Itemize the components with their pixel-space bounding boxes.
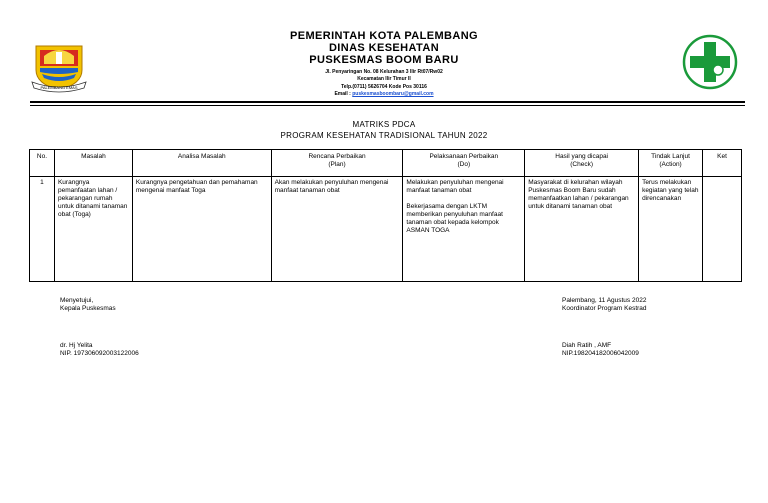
cell-tindak: Terus melakukan kegiatan yang telah direncanakan: [639, 177, 703, 282]
header-rencana-sub: (Plan): [328, 161, 346, 168]
header-hasil: [525, 150, 639, 177]
document-title: MATRIKS PDCA: [352, 120, 416, 129]
cell-pelaksanaan: [403, 177, 525, 282]
sig-left-name: dr. Hj Yelita: [60, 342, 93, 349]
sig-right-nip: NIP.198204182006042009: [562, 350, 639, 357]
header-pelaksanaan: [403, 150, 525, 177]
header-government: PEMERINTAH KOTA PALEMBANG: [289, 30, 479, 42]
header-email: [200, 91, 568, 97]
sig-left-line2: Kepala Puskesmas: [60, 305, 116, 312]
cell-pelaksanaan-item-1: Melakukan penyuluhan mengenai manfaat tanaman obat: [406, 179, 504, 194]
header-hasil-sub: (Check): [570, 161, 594, 168]
header-department: DINAS KESEHATAN: [328, 42, 440, 54]
header-puskesmas: PUSKESMAS BOOM BARU: [309, 54, 459, 66]
document-subtitle: PROGRAM KESEHATAN TRADISIONAL TAHUN 2022: [280, 131, 488, 140]
sig-right-name-block: [562, 342, 639, 358]
header-phone: Telp.(0711) 5626704 Kode Pos 30116: [341, 84, 427, 90]
table-row: [30, 177, 742, 282]
header-rencana: [271, 150, 403, 177]
sig-left-nip: NIP. 197306092003122006: [60, 350, 139, 357]
header-ket: Ket: [703, 150, 742, 177]
header-tindak: [639, 150, 703, 177]
email-label: Email :: [334, 91, 353, 97]
palembang-city-emblem-icon: [30, 36, 88, 94]
pdca-table: [29, 149, 742, 282]
cell-analisa: Kurangnya pengetahuan dan pemahaman mengenai manfaat Toga: [132, 177, 271, 282]
header-address-1: Jl. Penyaringan No. 08 Kelurahan 3 Ilir Rt07/Rw02: [325, 69, 443, 75]
email-link[interactable]: puskesmasboombaru@gmail.com: [352, 91, 434, 97]
sig-right-name: Diah Ratih , AMF: [562, 342, 612, 349]
header-tindak-label: Tindak Lanjut: [651, 153, 690, 160]
sig-right-line2: Koordinator Program Kestrad: [562, 305, 647, 312]
emblem-ribbon-text: PALEMBANG EMAS: [40, 85, 78, 90]
sig-left-name-block: [60, 342, 139, 358]
cell-no: 1: [30, 177, 55, 282]
sig-right-approval: [562, 297, 647, 313]
cell-pelaksanaan-item-2: Bekerjasama dengan LKTM memberikan penyuluhan manfaat tanaman obat kepada kelompok ASMAN TOGA: [406, 203, 503, 234]
header-tindak-sub: (Action): [659, 161, 682, 168]
cell-hasil: Masyarakat di kelurahan wilayah Puskesmas Boom Baru sudah memanfaatkan lahan / pekarangan untuk ditanami tanaman obat: [525, 177, 639, 282]
header-pelaksanaan-label: Pelaksanaan Perbaikan: [429, 153, 499, 160]
cell-rencana: Akan melakukan penyuluhan mengenai manfaat tanaman obat: [271, 177, 403, 282]
puskesmas-green-cross-icon: [682, 34, 738, 90]
header-address-2: Kecamatan Ilir Timur II: [357, 76, 411, 82]
header-rencana-label: Rencana Perbaikan: [308, 153, 366, 160]
sig-left-approval: [60, 297, 116, 313]
letterhead-divider-thick: [30, 101, 745, 103]
sig-left-line1: Menyetujui,: [60, 297, 94, 304]
header-pelaksanaan-sub: (Do): [457, 161, 471, 168]
table-header-row: [30, 150, 742, 177]
header-masalah: Masalah: [54, 150, 132, 177]
letterhead-divider-thin: [30, 105, 745, 106]
cell-ket: [703, 177, 742, 282]
header-no: No.: [30, 150, 55, 177]
header-hasil-label: Hasil yang dicapai: [555, 153, 609, 160]
sig-right-line1: Palembang, 11 Agustus 2022: [562, 297, 647, 304]
header-analisa: Analisa Masalah: [132, 150, 271, 177]
cell-masalah: Kurangnya pemanfaatan lahan / pekarangan rumah untuk ditanami tanaman obat (Toga): [54, 177, 132, 282]
